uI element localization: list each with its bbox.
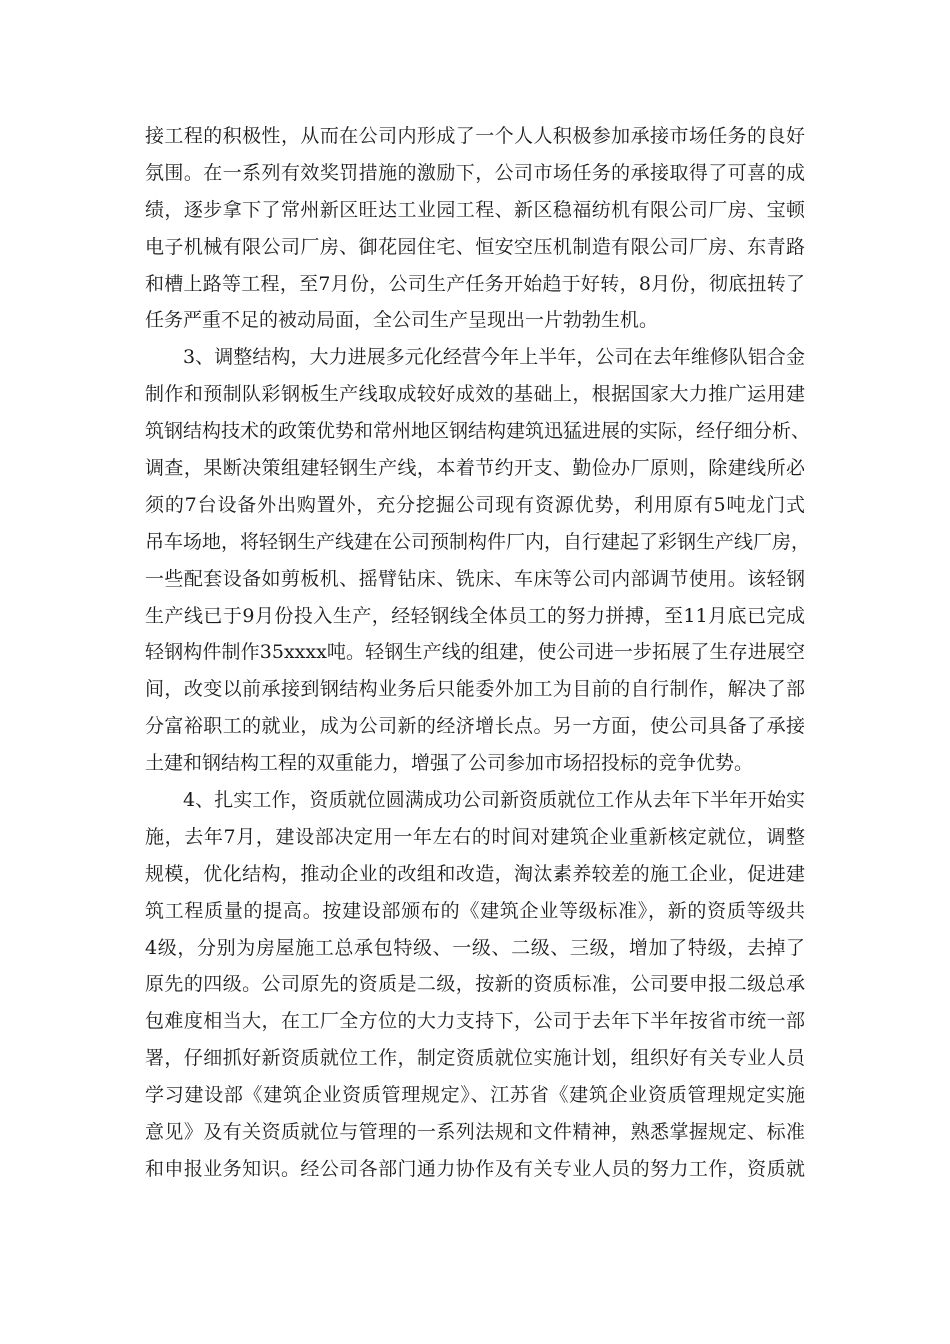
text-line: 和申报业务知识。经公司各部门通力协作及有关专业人员的努力工作，资质就 [145, 1157, 805, 1180]
text-line: 筑钢结构技术的政策优势和常州地区钢结构建筑迅猛进展的实际，经仔细分析、 [145, 420, 811, 443]
text-line: 筑工程质量的提高。按建设部颁布的《建筑企业等级标准》，新的资质等级共 [145, 899, 805, 922]
paragraph-start-line: 4、扎实工作，资质就位圆满成功公司新资质就位工作从去年下半年开始实 [183, 789, 805, 812]
text-line: 土建和钢结构工程的双重能力，增强了公司参加市场招投标的竞争优势。 [145, 752, 754, 775]
paragraph-start-line: 3、调整结构，大力进展多元化经营今年上半年，公司在去年维修队铝合金 [183, 346, 805, 369]
text-line: 包难度相当大，在工厂全方位的大力支持下，公司于去年下半年按省市统一部 [145, 1010, 805, 1033]
text-line: 施，去年7月，建设部决定用一年左右的时间对建筑企业重新核定就位，调整 [145, 825, 805, 848]
text-line: 电子机械有限公司厂房、御花园住宅、恒安空压机制造有限公司厂房、东青路 [145, 235, 805, 258]
text-line: 氛围。在一系列有效奖罚措施的激励下，公司市场任务的承接取得了可喜的成 [145, 161, 805, 184]
body-text [145, 118, 811, 1188]
text-line: 轻钢构件制作35xxxx吨。轻钢生产线的组建，使公司进一步拓展了生存进展空 [145, 641, 805, 664]
text-line: 生产线已于9月份投入生产，经轻钢线全体员工的努力拼搏，至11月底已完成 [145, 604, 805, 627]
text-line: 任务严重不足的被动局面，全公司生产呈现出一片勃勃生机。 [145, 309, 659, 332]
text-line: 制作和预制队彩钢板生产线取成较好成效的基础上，根据国家大力推广运用建 [145, 383, 805, 406]
text-line: 4级，分别为房屋施工总承包特级、一级、二级、三级，增加了特级，去掉了 [145, 936, 805, 959]
text-line: 绩，逐步拿下了常州新区旺达工业园工程、新区稳福纺机有限公司厂房、宝顿 [145, 198, 805, 221]
text-line: 间，改变以前承接到钢结构业务后只能委外加工为目前的自行制作，解决了部 [145, 678, 805, 701]
text-line: 意见》及有关资质就位与管理的一系列法规和文件精神，熟悉掌握规定、标准 [145, 1121, 805, 1144]
text-line: 和槽上路等工程，至7月份，公司生产任务开始趋于好转，8月份，彻底扭转了 [145, 272, 805, 295]
text-line: 吊车场地，将轻钢生产线建在公司预制构件厂内，自行建起了彩钢生产线厂房， [145, 530, 811, 553]
text-line: 接工程的积极性，从而在公司内形成了一个人人积极参加承接市场任务的良好 [145, 125, 805, 147]
text-line: 规模，优化结构，推动企业的改组和改造，淘汰素养较差的施工企业，促进建 [145, 862, 805, 885]
text-line: 学习建设部《建筑企业资质管理规定》、江苏省《建筑企业资质管理规定实施 [145, 1084, 805, 1107]
text-line: 须的7台设备外出购置外，充分挖掘公司现有资源优势，利用原有5吨龙门式 [145, 493, 805, 516]
text-line: 原先的四级。公司原先的资质是二级，按新的资质标准，公司要申报二级总承 [145, 973, 805, 996]
text-line: 调查，果断决策组建轻钢生产线，本着节约开支、勤俭办厂原则，除建线所必 [145, 457, 805, 480]
text-line: 一些配套设备如剪板机、摇臂钻床、铣床、车床等公司内部调节使用。该轻钢 [145, 567, 805, 590]
text-line: 分富裕职工的就业，成为公司新的经济增长点。另一方面，使公司具备了承接 [145, 715, 805, 738]
text-line: 署，仔细抓好新资质就位工作，制定资质就位实施计划，组织好有关专业人员 [145, 1047, 805, 1070]
